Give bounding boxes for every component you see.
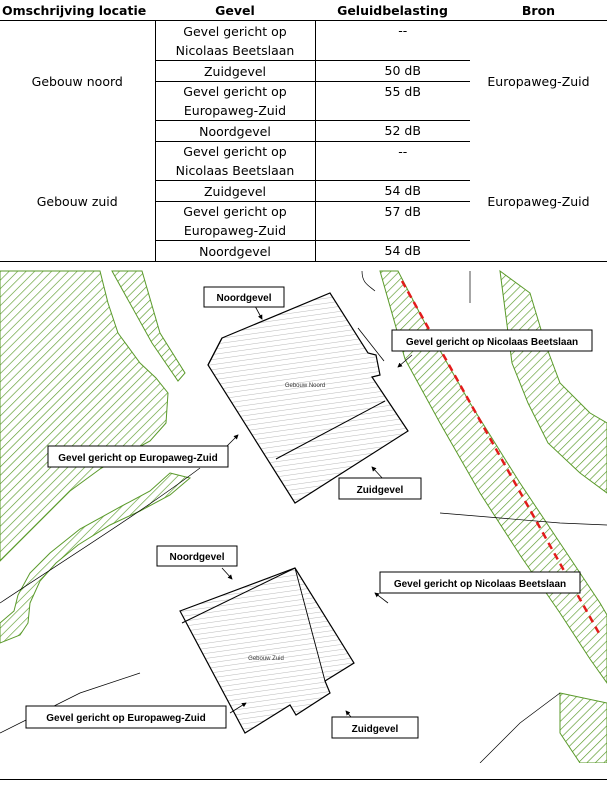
value-cell: 52 dB (315, 121, 470, 142)
site-map (0, 263, 607, 763)
label-south-nicolaas (380, 572, 580, 593)
value-cell: -- (315, 21, 470, 61)
green-southeast (560, 693, 607, 763)
gevel-cell (155, 21, 315, 61)
gevel-line: Gevel gericht op (183, 23, 287, 39)
gevel-cell (155, 142, 315, 181)
header-omschrijving: Omschrijving locatie (0, 0, 155, 21)
label-text: Gevel gericht op Europaweg-Zuid (46, 713, 206, 724)
label-text: Gevel gericht op Nicolaas Beetslaan (405, 337, 579, 348)
value-cell: 57 dB (315, 202, 470, 241)
gevel-cell: Noordgevel (155, 241, 315, 262)
label-north-europaweg (48, 446, 228, 467)
label-text: Noordgevel (169, 552, 225, 563)
building-north-outline (208, 293, 408, 503)
gevel-line: Gevel gericht op (183, 144, 287, 159)
location-cell: Gebouw noord (31, 73, 123, 89)
label-south-europaweg (26, 706, 226, 728)
table-row (0, 21, 607, 61)
header-gevel: Gevel (155, 0, 315, 21)
label-text: Gevel gericht op Nicolaas Beetslaan (393, 579, 567, 590)
green-east (500, 271, 607, 493)
gevel-cell: Zuidgevel (155, 61, 315, 82)
gevel-line: Europaweg-Zuid (183, 223, 287, 238)
label-text: Zuidgevel (356, 485, 404, 496)
gevel-line: Europaweg-Zuid (183, 103, 287, 118)
gevel-cell (155, 82, 315, 121)
value-cell: 54 dB (315, 181, 470, 202)
gevel-line: Nicolaas Beetslaan (175, 163, 295, 178)
value-cell: 50 dB (315, 61, 470, 82)
label-north-zuidgevel (339, 478, 421, 499)
gevel-line: Nicolaas Beetslaan (175, 42, 295, 58)
building-north-label: Gebouw Noord (284, 383, 326, 389)
value-cell: 55 dB (315, 82, 470, 121)
building-north (208, 293, 408, 503)
header-geluidbelasting: Geluidbelasting (315, 0, 470, 21)
noise-table (0, 0, 607, 262)
label-north-nicolaas (392, 330, 592, 351)
gevel-line: Gevel gericht op (183, 84, 287, 99)
bottom-divider (0, 779, 607, 780)
source-cell: Europaweg-Zuid (470, 142, 607, 262)
source-cell: Europaweg-Zuid (487, 73, 590, 89)
gevel-line: Gevel gericht op (183, 204, 287, 219)
header-bron: Bron (470, 0, 607, 21)
label-text: Zuidgevel (351, 724, 399, 735)
gevel-cell: Zuidgevel (155, 181, 315, 202)
location-cell: Gebouw zuid (0, 142, 155, 262)
label-north-noordgevel (204, 287, 284, 307)
value-cell: 54 dB (315, 241, 470, 262)
table-row (0, 142, 607, 181)
value-cell: -- (315, 142, 470, 181)
table-header-row (0, 0, 607, 21)
gevel-cell (155, 202, 315, 241)
building-south-label: Gebouw Zuid (248, 656, 284, 662)
label-south-zuidgevel (332, 717, 418, 738)
label-text: Noordgevel (216, 293, 272, 304)
label-south-noordgevel (157, 546, 237, 566)
gevel-cell: Noordgevel (155, 121, 315, 142)
label-text: Gevel gericht op Europaweg-Zuid (58, 453, 218, 464)
